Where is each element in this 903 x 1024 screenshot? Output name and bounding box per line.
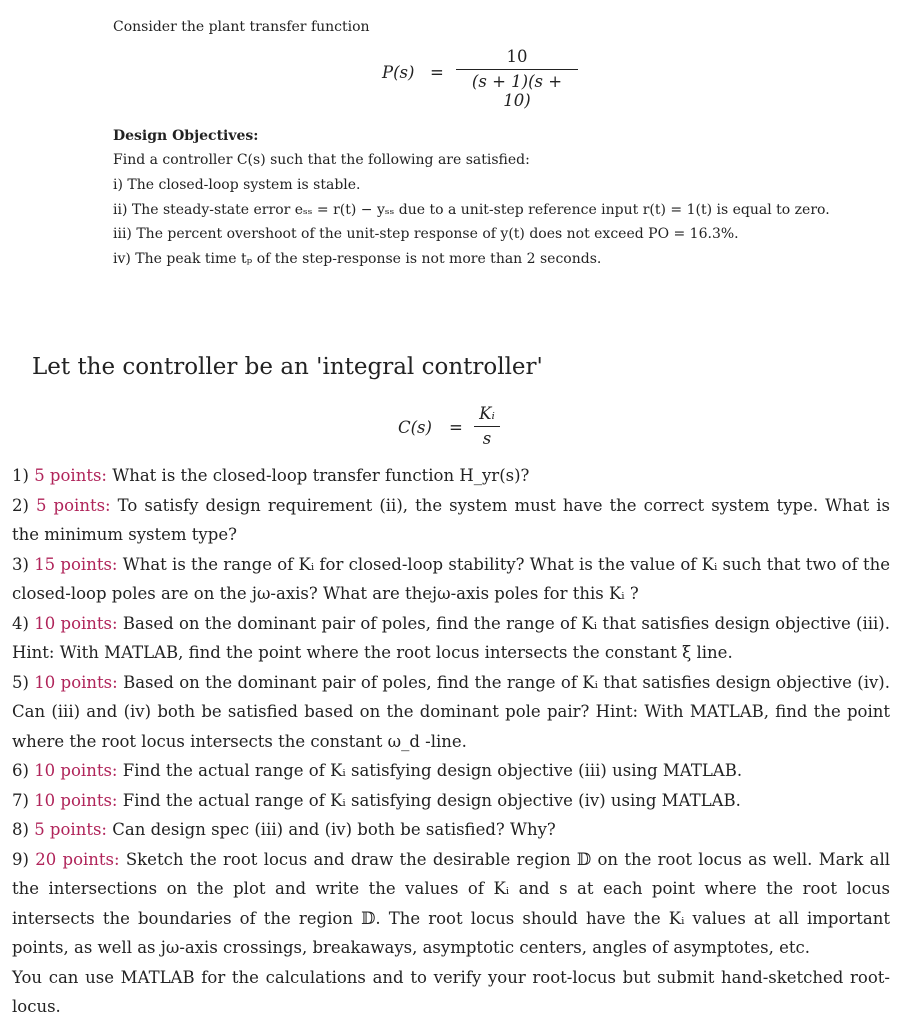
objectives-heading: Design Objectives: — [113, 128, 259, 144]
plant-lhs: P(s) — [382, 63, 415, 82]
controller-heading: Let the controller be an 'integral controller' — [32, 354, 543, 380]
plant-numerator: 10 — [506, 47, 528, 66]
question-4-points: 10 points: — [34, 613, 118, 633]
plant-equals: = — [430, 63, 444, 82]
question-1-text: What is the closed-loop transfer function H_yr(s)? — [112, 466, 530, 485]
intro-text: Consider the plant transfer function — [113, 19, 370, 35]
question-6: 6) 10 points: Find the actual range of Kᵢ satisfying design objective (iii) using MATLAB. — [12, 761, 743, 780]
objectives-find: Find a controller C(s) such that the following are satisfied: — [113, 152, 530, 168]
question-1-points: 5 points: — [34, 466, 107, 485]
objective-iii: iii) The percent overshoot of the unit-step response of y(t) does not exceed PO = 16.3%. — [113, 226, 739, 242]
footer-note: You can use MATLAB for the calculations and to verify your root-locus but submit hand-sketched root-locus. — [12, 967, 890, 1016]
question-6-text: Find the actual range of Kᵢ satisfying design objective (iii) using MATLAB. — [122, 761, 743, 780]
controller-equals: = — [449, 418, 463, 437]
question-3: 3) 15 points: What is the range of Kᵢ for closed-loop stability? What is the value of Kᵢ such that two of the closed-loop poles are on the jω-axis? What are thejω-axis poles for this Kᵢ ? — [12, 554, 890, 603]
plant-denominator: (s + 1)(s + 10) — [471, 72, 563, 110]
question-5-points: 10 points: — [34, 672, 118, 692]
objective-i: i) The closed-loop system is stable. — [113, 177, 361, 193]
question-2: 2) 5 points: To satisfy design requirement (ii), the system must have the correct system type. What is the minimum system type? — [12, 495, 890, 544]
plant-fraction — [456, 47, 578, 110]
question-4: 4) 10 points: Based on the dominant pair of poles, find the range of Kᵢ that satisfies design objective (iii). Hint: With MATLAB, find the point where the root locus intersects the constant ξ line. — [12, 613, 890, 662]
question-3-text: What is the range of Kᵢ for closed-loop stability? What is the value of Kᵢ such that two of the closed-loop poles are on the jω-axis? What are thejω-axis poles for this Kᵢ ? — [12, 554, 890, 603]
question-7: 7) 10 points: Find the actual range of Kᵢ satisfying design objective (iv) using MATLAB. — [12, 790, 741, 810]
question-7-points: 10 points: — [34, 790, 118, 810]
controller-denominator: s — [482, 429, 492, 448]
question-5-text: Based on the dominant pair of poles, find the range of Kᵢ that satisfies design objective (iv). Can (iii) and (iv) both be satisfied based on the dominant pole pair? Hint: With MATLAB, find the point where the root locus intersects the constant ω_d -line. — [12, 672, 890, 751]
question-1: 1) 5 points: What is the closed-loop transfer function H_yr(s)? — [12, 466, 530, 485]
question-7-text: Find the actual range of Kᵢ satisfying design objective (iv) using MATLAB. — [122, 790, 741, 810]
question-8-points: 5 points: — [34, 820, 107, 839]
objective-ii: ii) The steady-state error eₛₛ = r(t) − yₛₛ due to a unit-step reference input r(t) = 1(t) is equal to zero. — [113, 202, 830, 218]
question-5: 5) 10 points: Based on the dominant pair of poles, find the range of Kᵢ that satisfies design objective (iv). Can (iii) and (iv) both be satisfied based on the dominant pole pair? Hint: With MATLAB, find the point where the root locus intersects the constant ω_d -line. — [12, 672, 890, 751]
question-2-points: 5 points: — [36, 495, 111, 515]
objective-iv: iv) The peak time tₚ of the step-response is not more than 2 seconds. — [113, 251, 602, 267]
questions-list — [12, 461, 890, 1022]
question-3-points: 15 points: — [34, 554, 118, 574]
question-4-text: Based on the dominant pair of poles, find the range of Kᵢ that satisfies design objective (iii). Hint: With MATLAB, find the point where the root locus intersects the constant ξ line. — [12, 613, 890, 662]
question-8-text: Can design spec (iii) and (iv) both be satisfied? Why? — [112, 820, 556, 839]
controller-numerator: Kᵢ — [479, 404, 495, 423]
controller-fraction — [474, 404, 500, 448]
question-6-points: 10 points: — [34, 761, 118, 780]
question-9-points: 20 points: — [35, 849, 120, 869]
question-9: 9) 20 points: Sketch the root locus and draw the desirable region 𝔻 on the root locus as well. Mark all the intersections on the plot and write the values of Kᵢ and s at each point where the root locus intersects the boundaries of the region 𝔻. The root locus should have the Kᵢ values at all important points, as well as jω-axis crossings, breakaways, asymptotic centers, angles of asymptotes, etc. — [12, 849, 890, 957]
question-2-text: To satisfy design requirement (ii), the system must have the correct system type. What is the minimum system type? — [12, 495, 890, 544]
question-8: 8) 5 points: Can design spec (iii) and (iv) both be satisfied? Why? — [12, 820, 556, 839]
question-9-text: Sketch the root locus and draw the desirable region 𝔻 on the root locus as well. Mark all the intersections on the plot and write the values of Kᵢ and s at each point where the root locus intersects the boundaries of the region 𝔻. The root locus should have the Kᵢ values at all important points, as well as jω-axis crossings, breakaways, asymptotic centers, angles of asymptotes, etc. — [12, 849, 890, 957]
controller-lhs: C(s) — [398, 418, 432, 437]
